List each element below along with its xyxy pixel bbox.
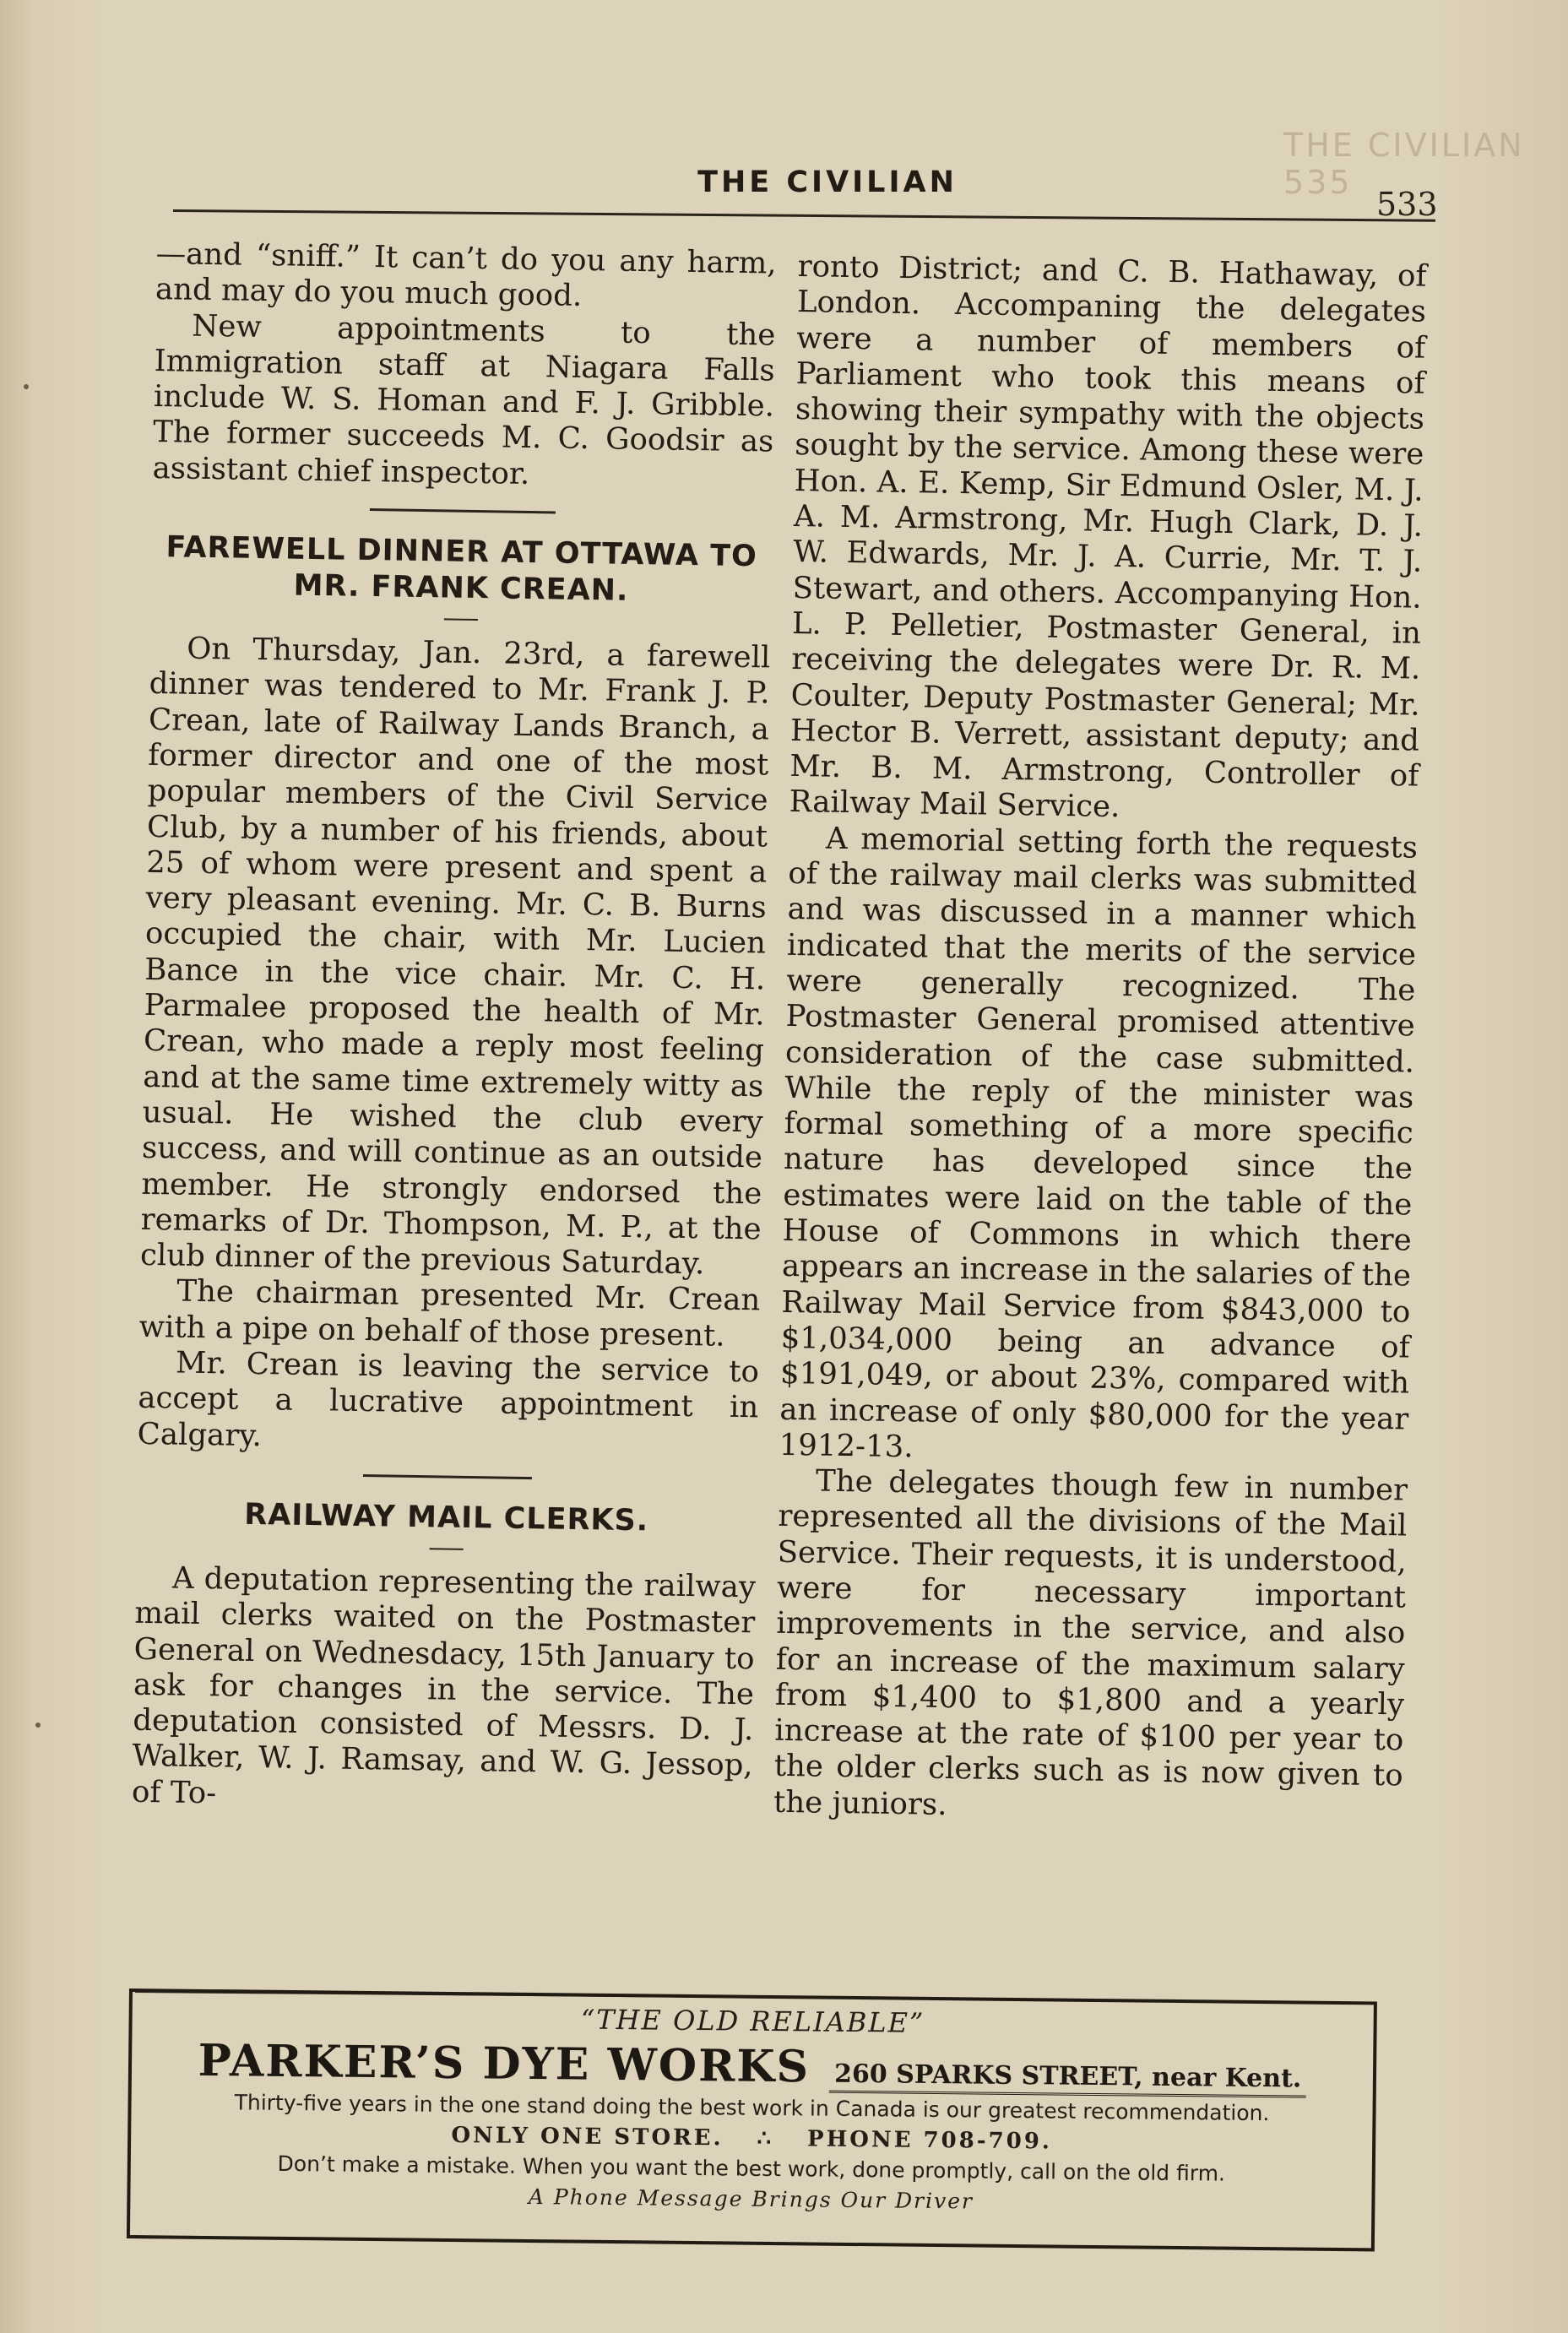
left-paragraph-pipe: The chairman presented Mr. Crean with a pipe on behalf of those present. bbox=[138, 1273, 761, 1354]
right-paragraph-memorial: A memorial setting forth the requests of the railway mail clerks was submitted and was discussed in a manner which indicated that the merits of the service were generally recognized. The Postmaster General promised attentive consideration of the case submitted. While the reply of the minister was formal something of a more specific nature has developed since the estimates were laid on the table of the House of Commons in which there appears an increase in the salaries of the Railway Mail Service from $843,000 to $1,034,000 being an advance of $191,049, or about 23%, compared with an increase of only $80,000 for the year 1912-13. bbox=[779, 821, 1419, 1465]
ad-phone: PHONE 708-709. bbox=[806, 2126, 1053, 2155]
heading-dash bbox=[443, 618, 477, 621]
left-paragraph-deputation: A deputation representing the railway mail clerks waited on the Postmaster General on Wednesdacy, 15th January to ask for changes in the service. The deputation consisted of Messrs. D. J. Walker, W. J. Ramsay, and W. G. Jessop, of To- bbox=[131, 1560, 757, 1811]
bleed-through-header: THE CIVILIAN 535 bbox=[1283, 127, 1525, 201]
left-paragraph-dinner: On Thursday, Jan. 23rd, a farewell dinner was tendered to Mr. Frank J. P. Crean, late of Railway Lands Branch, a former director and one of the most popular members of the Civil Service Club, by a number of his friends, about 25 of whom were present and spent a very pleasant evening. Mr. C. B. Burns occupied the chair, with Mr. Lucien Bance in the vice chair. Mr. C. H. Parmalee proposed the health of Mr. Crean, who made a reply most feeling and at the same time extremely witty as usual. He wished the club every success, and will continue as an outside member. He strongly endorsed the remarks of Dr. Thompson, M. P., at the club dinner of the previous Saturday. bbox=[139, 631, 771, 1282]
running-head: THE CIVILIAN bbox=[697, 165, 958, 199]
ad-driver-line: A Phone Message Brings Our Driver bbox=[528, 2184, 974, 2214]
left-paragraph-calgary: Mr. Crean is leaving the service to accept a lucrative appointment in Calgary. bbox=[137, 1345, 760, 1453]
ad-business-name: PARKER’S DYE WORKS bbox=[198, 2034, 811, 2093]
article-heading-railway-mail-clerks: RAILWAY MAIL CLERKS. bbox=[243, 1497, 649, 1538]
page-number: 533 bbox=[1376, 186, 1438, 223]
right-paragraph-continued: ronto District; and C. B. Hathaway, of London. Accompaning the delegates were a number of members of Parliament who took this means of showing their sympathy with the objects sought by the service. Among these were Hon. A. E. Kemp, Sir Edmund Osler, M. J. A. M. Armstrong, Mr. Hugh Clark, D. J. W. Edwards, Mr. J. A. Currie, Mr. T. J. Stewart, and others. Accompanying Hon. L. P. Pelletier, Postmaster General, in receiving the delegates were Dr. R. M. Coulter, Deputy Postmaster General; Mr. Hector B. Verrett, assistant deputy; and Mr. B. M. Armstrong, Controller of Railway Mail Service. bbox=[789, 249, 1427, 825]
right-column bbox=[773, 249, 1427, 1831]
ad-store: ONLY ONE STORE. bbox=[451, 2123, 724, 2151]
ad-separator: ∴ bbox=[757, 2125, 774, 2152]
paper-speck bbox=[24, 384, 29, 389]
header-rule bbox=[173, 209, 1435, 222]
paper-speck bbox=[35, 1723, 41, 1728]
advertisement-box bbox=[127, 1988, 1377, 2251]
article-heading-farewell-dinner: FAREWELL DINNER AT OTTAWA TO MR. FRANK CREAN. bbox=[165, 530, 758, 608]
left-paragraph-immigration: New appointments to the Immigration staff at Niagara Falls include W. S. Homan and F. J. Gribble. The former succeeds M. C. Goodsir as assistant chief inspector. bbox=[152, 308, 776, 491]
ad-recommendation-line: Thirty-five years in the one stand doing the best work in Canada is our greatest recommendation. bbox=[234, 2090, 1270, 2126]
heading-dash bbox=[429, 1548, 463, 1550]
left-paragraph-continued: —and “sniff.” It can’t do you any harm, and may do you much good. bbox=[155, 236, 777, 314]
section-divider bbox=[362, 1474, 531, 1479]
right-paragraph-delegates: The delegates though few in number represented all the divisions of the Mail Service. Their requests, it is understood, were for necessary important improvements in the service, and also for an increase of the maximum salary from $1,400 to $1,800 and a yearly increase at the rate of $100 per year to the older clerks such as is now given to the juniors. bbox=[773, 1463, 1408, 1822]
ad-tagline: “THE OLD RELIABLE” bbox=[580, 2003, 925, 2039]
ad-mistake-line: Don’t make a mistake. When you want the best work, done promptly, call on the old firm. bbox=[277, 2151, 1226, 2186]
section-divider bbox=[369, 508, 555, 513]
left-column bbox=[132, 236, 777, 1820]
ad-address: 260 SPARKS STREET, near Kent. bbox=[829, 2059, 1307, 2098]
